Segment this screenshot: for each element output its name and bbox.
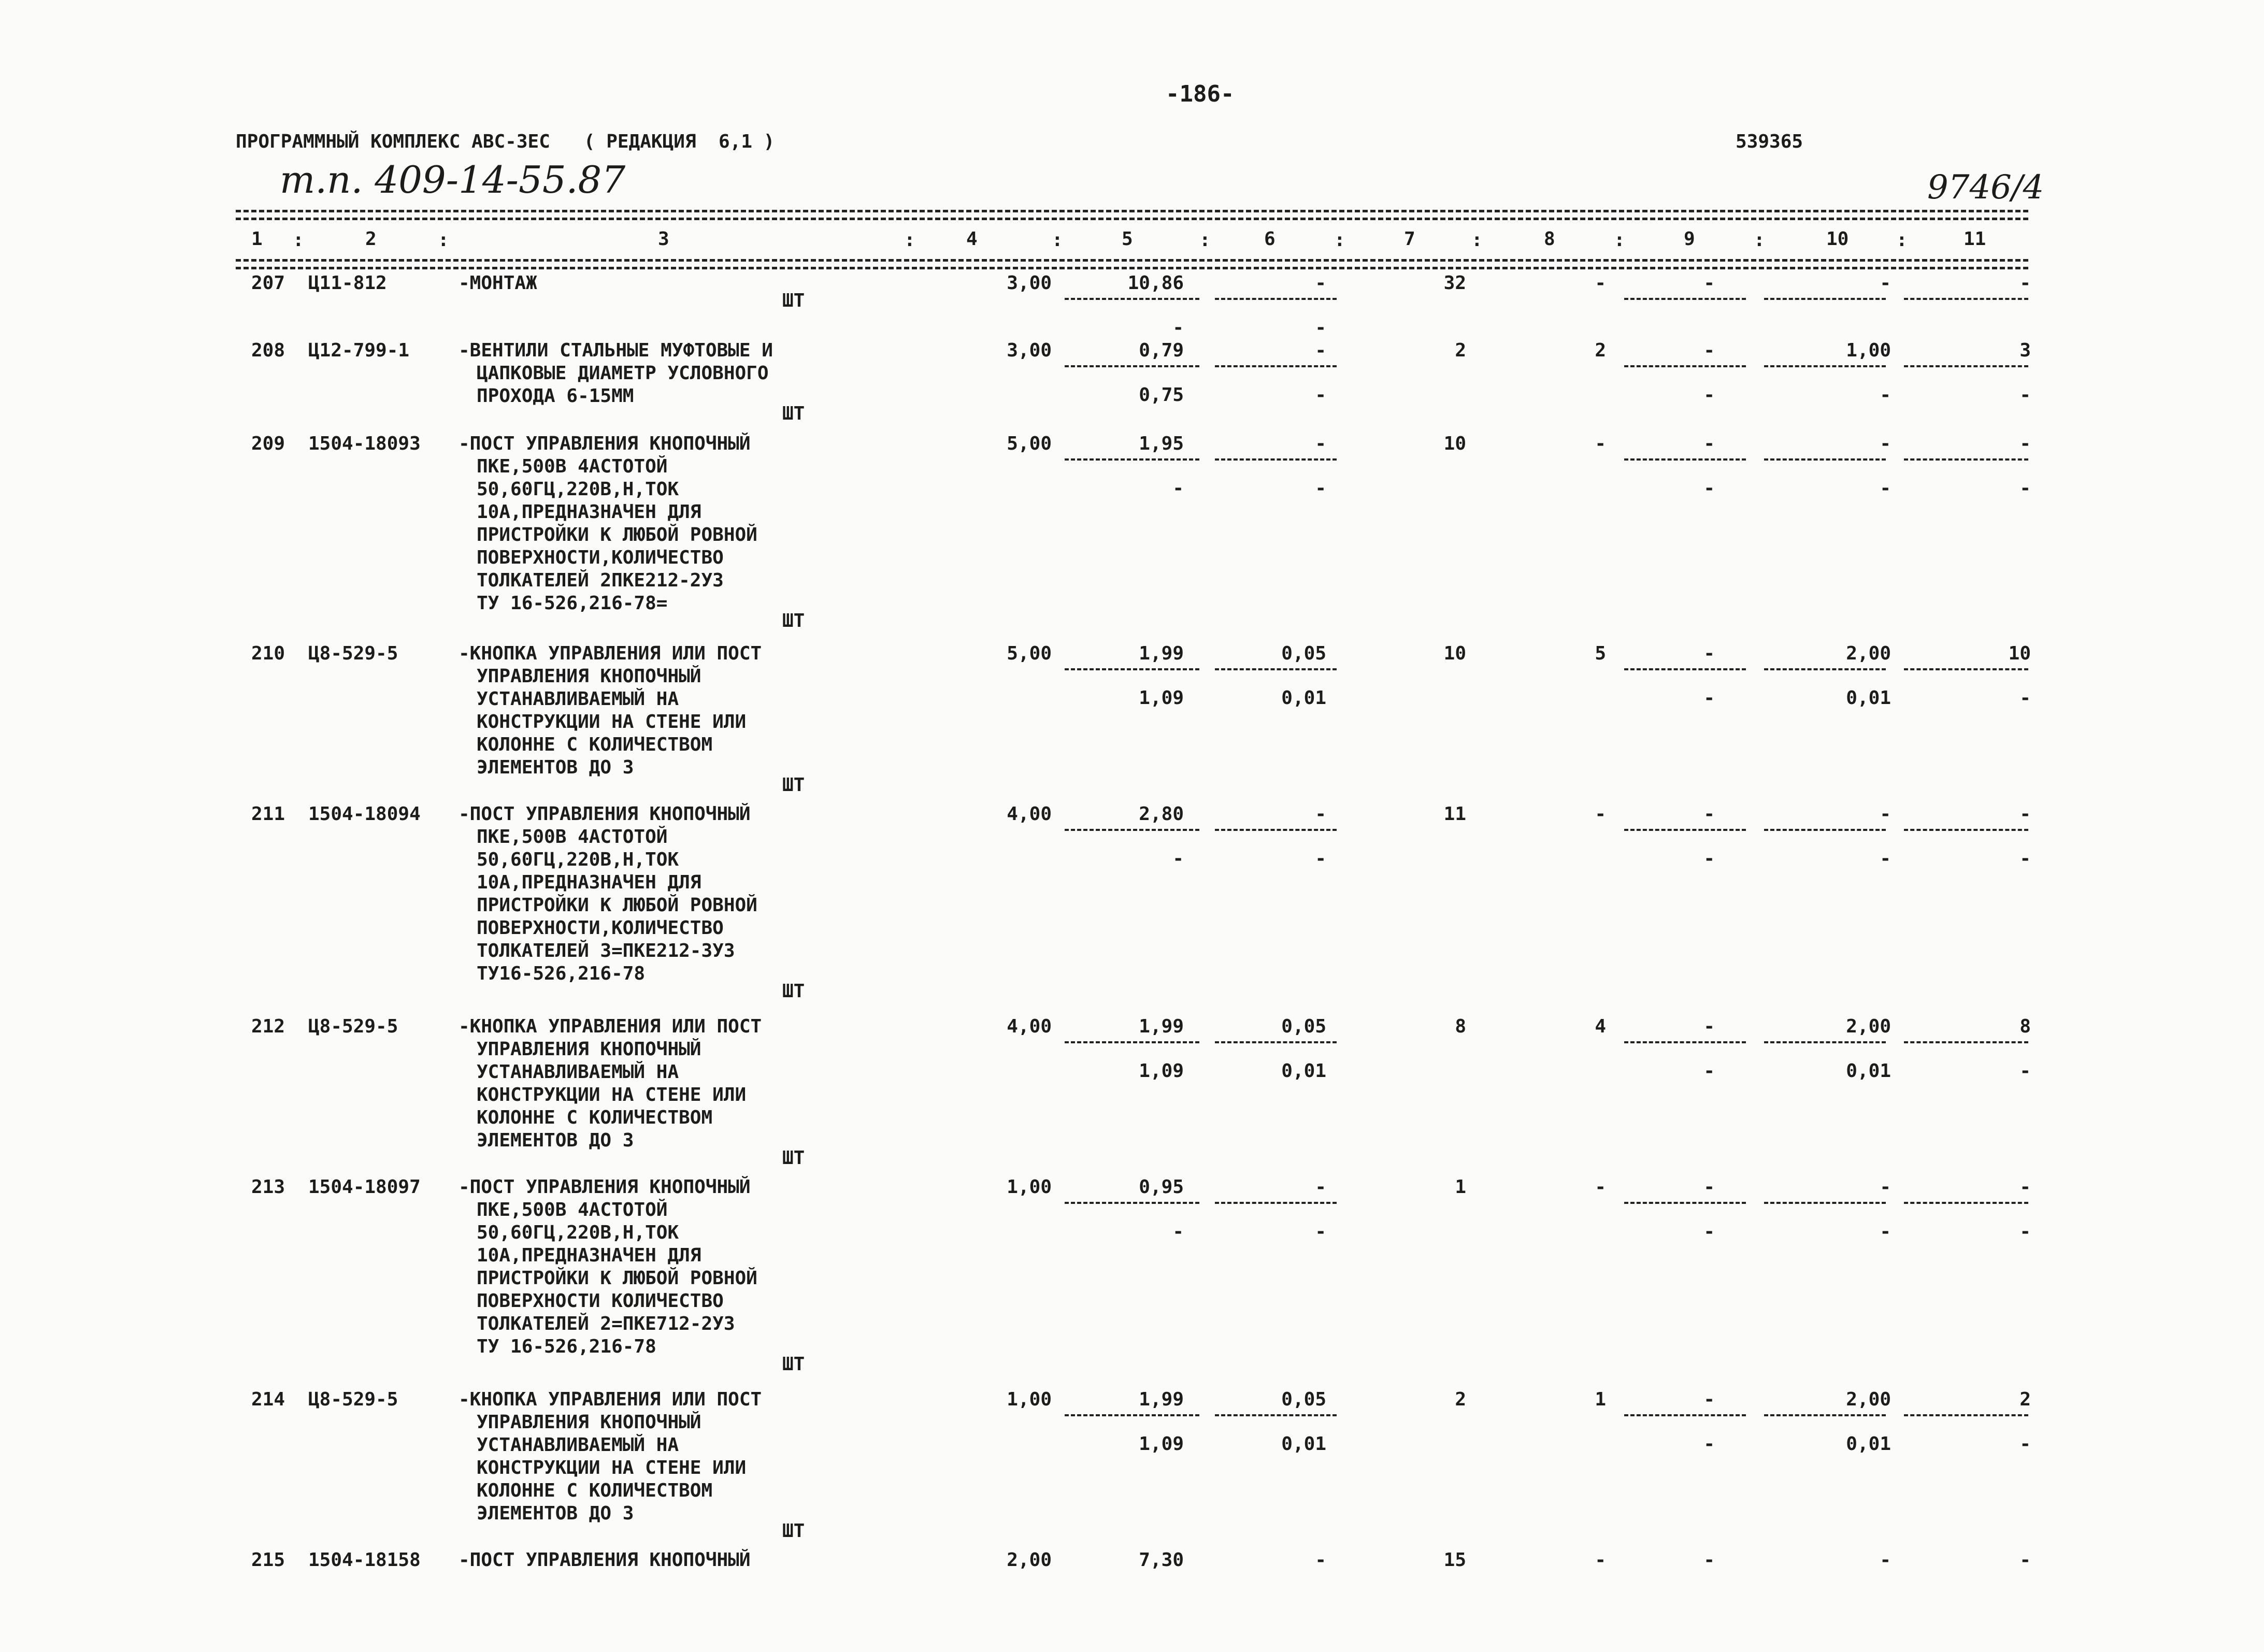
- row-description-line: УСТАНАВЛИВАЕМЫЙ НА: [477, 1434, 679, 1456]
- cell-col5: 1,99: [1139, 1389, 1184, 1410]
- row-unit: ШТ: [782, 774, 805, 796]
- cell-col5-lower: -: [1172, 848, 1184, 869]
- cell-col9-lower: -: [1703, 1060, 1715, 1082]
- cell-col7: 32: [1443, 272, 1466, 294]
- cell-col6: -: [1315, 272, 1326, 294]
- cell-col11: -: [2019, 433, 2031, 454]
- cell-col6-lower: -: [1315, 1221, 1326, 1242]
- cell-col6: -: [1315, 1549, 1326, 1571]
- cell-underline: [1904, 829, 2028, 831]
- column-header-11: 11: [1964, 228, 1986, 250]
- cell-col11: 10: [2008, 643, 2031, 664]
- cell-quantity: 2,00: [1007, 1549, 1052, 1571]
- cell-underline: [1764, 1414, 1886, 1416]
- row-description-line: ТОЛКАТЕЛЕЙ 2ПКЕ212-2УЗ: [477, 570, 724, 591]
- cell-underline: [1065, 1041, 1199, 1043]
- row-description-line: ПРИСТРОЙКИ К ЛЮБОЙ РОВНОЙ: [477, 1268, 757, 1289]
- cell-col11: 2: [2019, 1389, 2031, 1410]
- cell-col5: 0,95: [1139, 1176, 1184, 1198]
- cell-underline: [1624, 298, 1746, 300]
- column-separator: :: [293, 229, 304, 251]
- cell-underline: [1215, 458, 1337, 461]
- cell-col8: -: [1595, 803, 1606, 825]
- column-separator: :: [1614, 229, 1625, 251]
- cell-col10-lower: 0,01: [1846, 1433, 1891, 1455]
- cell-col9-lower: -: [1703, 848, 1715, 869]
- cell-underline: [1624, 829, 1746, 831]
- row-description-line: -ПОСТ УПРАВЛЕНИЯ КНОПОЧНЫЙ: [458, 433, 751, 454]
- cell-underline: [1764, 298, 1886, 300]
- row-code: 1504-18097: [308, 1176, 421, 1198]
- cell-col8: 4: [1595, 1016, 1606, 1037]
- cell-underline: [1764, 829, 1886, 831]
- row-description-line: -ПОСТ УПРАВЛЕНИЯ КНОПОЧНЫЙ: [458, 803, 751, 825]
- cell-col11-lower: -: [2019, 384, 2031, 406]
- row-description-line: 50,60ГЦ,220В,Н,ТОК: [477, 479, 679, 500]
- row-description-line: ПРОХОДА 6-15ММ: [477, 385, 634, 407]
- cell-col6: 0,05: [1281, 643, 1326, 664]
- cell-col10-lower: -: [1880, 848, 1891, 869]
- handwritten-project-number: т.п. 409-14-55.87: [280, 158, 626, 202]
- cell-col11: 8: [2019, 1016, 2031, 1037]
- cell-col8: -: [1595, 1176, 1606, 1198]
- cell-col7: 10: [1443, 643, 1466, 664]
- cell-col6-lower: 0,01: [1281, 687, 1326, 709]
- row-description-line: ПКЕ,500В 4АСТОТОЙ: [477, 456, 668, 477]
- column-header-2: 2: [365, 228, 377, 250]
- row-description-line: -КНОПКА УПРАВЛЕНИЯ ИЛИ ПОСТ: [458, 643, 762, 664]
- cell-underline: [1065, 1414, 1199, 1416]
- cell-underline: [1904, 1414, 2028, 1416]
- row-description-line: ПКЕ,500В 4АСТОТОЙ: [477, 1199, 668, 1220]
- column-header-8: 8: [1544, 228, 1555, 250]
- cell-quantity: 3,00: [1007, 272, 1052, 294]
- cell-col11: -: [2019, 803, 2031, 825]
- row-description-line: ПРИСТРОЙКИ К ЛЮБОЙ РОВНОЙ: [477, 895, 757, 916]
- cell-underline: [1764, 365, 1886, 367]
- column-header-6: 6: [1264, 228, 1276, 250]
- cell-col5: 10,86: [1127, 272, 1184, 294]
- cell-col6: -: [1315, 433, 1326, 454]
- row-description-line: ТОЛКАТЕЛЕЙ 3=ПКЕ212-3УЗ: [477, 940, 735, 961]
- row-number: 214: [251, 1389, 285, 1410]
- column-separator: :: [1052, 229, 1063, 251]
- cell-col10-lower: -: [1880, 1221, 1891, 1242]
- cell-col11-lower: -: [2019, 1060, 2031, 1082]
- column-separator: :: [438, 229, 449, 251]
- row-description-line: ЭЛЕМЕНТОВ ДО 3: [477, 1503, 634, 1524]
- row-description-line: УПРАВЛЕНИЯ КНОПОЧНЫЙ: [477, 1412, 701, 1433]
- cell-col10: 1,00: [1846, 340, 1891, 361]
- cell-underline: [1764, 458, 1886, 461]
- cell-col6-lower: -: [1315, 384, 1326, 406]
- cell-col11: -: [2019, 1176, 2031, 1198]
- cell-underline: [1764, 1041, 1886, 1043]
- cell-col9: -: [1703, 433, 1715, 454]
- cell-underline: [1065, 458, 1199, 461]
- cell-col6: -: [1315, 803, 1326, 825]
- cell-col6-lower: -: [1315, 478, 1326, 499]
- cell-col7: 2: [1455, 340, 1466, 361]
- row-description-line: ПОВЕРХНОСТИ КОЛИЧЕСТВО: [477, 1290, 724, 1312]
- cell-col5: 1,99: [1139, 643, 1184, 664]
- cell-underline: [1065, 298, 1199, 300]
- row-description-line: ТУ 16-526,216-78=: [477, 593, 668, 614]
- cell-col8: -: [1595, 1549, 1606, 1571]
- cell-underline: [1065, 668, 1199, 670]
- cell-col5-lower: 1,09: [1139, 687, 1184, 709]
- row-code: Ц12-799-1: [308, 340, 410, 361]
- cell-col11: 3: [2019, 340, 2031, 361]
- row-description-line: КОЛОННЕ С КОЛИЧЕСТВОМ: [477, 734, 713, 755]
- cell-col10: 2,00: [1846, 643, 1891, 664]
- cell-col6: -: [1315, 1176, 1326, 1198]
- cell-underline: [1764, 668, 1886, 670]
- cell-underline: [1904, 458, 2028, 461]
- cell-quantity: 4,00: [1007, 803, 1052, 825]
- cell-underline: [1764, 1202, 1886, 1204]
- cell-col9: -: [1703, 340, 1715, 361]
- row-description-line: УСТАНАВЛИВАЕМЫЙ НА: [477, 1061, 679, 1083]
- cell-underline: [1215, 1041, 1337, 1043]
- row-description-line: -ВЕНТИЛИ СТАЛЬНЫЕ МУФТОВЫЕ И: [458, 340, 773, 361]
- cell-quantity: 3,00: [1007, 340, 1052, 361]
- row-number: 213: [251, 1176, 285, 1198]
- row-description-line: -ПОСТ УПРАВЛЕНИЯ КНОПОЧНЫЙ: [458, 1549, 751, 1571]
- cell-underline: [1624, 1041, 1746, 1043]
- handwritten-sheet-number: 9746/4: [1927, 168, 2044, 207]
- cell-quantity: 1,00: [1007, 1176, 1052, 1198]
- cell-col5: 0,79: [1139, 340, 1184, 361]
- cell-quantity: 5,00: [1007, 433, 1052, 454]
- cell-col9-lower: -: [1703, 687, 1715, 709]
- cell-col9-lower: -: [1703, 384, 1715, 406]
- page-number: -186-: [1166, 81, 1235, 107]
- cell-col5-lower: -: [1172, 317, 1184, 338]
- column-header-4: 4: [966, 228, 978, 250]
- row-description-line: ЭЛЕМЕНТОВ ДО 3: [477, 757, 634, 778]
- column-header-10: 10: [1826, 228, 1849, 250]
- cell-col5-lower: -: [1172, 1221, 1184, 1242]
- row-description-line: ТУ 16-526,216-78: [477, 1336, 656, 1357]
- cell-underline: [1624, 365, 1746, 367]
- row-unit: ШТ: [782, 1147, 805, 1169]
- column-separator: :: [1471, 229, 1483, 251]
- row-code: Ц8-529-5: [308, 1389, 398, 1410]
- cell-underline: [1215, 365, 1337, 367]
- cell-col9: -: [1703, 803, 1715, 825]
- row-code: 1504-18094: [308, 803, 421, 825]
- cell-col6-lower: -: [1315, 848, 1326, 869]
- cell-underline: [1624, 1202, 1746, 1204]
- cell-col10: -: [1880, 433, 1891, 454]
- row-description-line: 10А,ПРЕДНАЗНАЧЕН ДЛЯ: [477, 501, 701, 523]
- row-description-line: ЭЛЕМЕНТОВ ДО 3: [477, 1130, 634, 1151]
- column-header-9: 9: [1684, 228, 1695, 250]
- cell-col10-lower: 0,01: [1846, 1060, 1891, 1082]
- row-description-line: УСТАНАВЛИВАЕМЫЙ НА: [477, 688, 679, 710]
- cell-col7: 11: [1443, 803, 1466, 825]
- row-unit: ШТ: [782, 290, 805, 311]
- cell-col11-lower: -: [2019, 1221, 2031, 1242]
- cell-col5: 1,99: [1139, 1016, 1184, 1037]
- row-number: 215: [251, 1549, 285, 1571]
- cell-col11-lower: -: [2019, 478, 2031, 499]
- row-unit: ШТ: [782, 610, 805, 631]
- row-description-line: УПРАВЛЕНИЯ КНОПОЧНЫЙ: [477, 1039, 701, 1060]
- cell-col9-lower: -: [1703, 478, 1715, 499]
- program-title: ПРОГРАММНЫЙ КОМПЛЕКС АВС-ЗЕС ( РЕДАКЦИЯ 6,1 ): [236, 131, 775, 152]
- row-number: 207: [251, 272, 285, 294]
- row-description-line: ПОВЕРХНОСТИ,КОЛИЧЕСТВО: [477, 547, 724, 568]
- cell-col10-lower: -: [1880, 384, 1891, 406]
- row-description-line: КОНСТРУКЦИИ НА СТЕНЕ ИЛИ: [477, 1457, 747, 1478]
- cell-quantity: 5,00: [1007, 643, 1052, 664]
- row-code: 1504-18158: [308, 1549, 421, 1571]
- row-description-line: ПРИСТРОЙКИ К ЛЮБОЙ РОВНОЙ: [477, 524, 757, 545]
- cell-col10: -: [1880, 1176, 1891, 1198]
- cell-underline: [1904, 1202, 2028, 1204]
- cell-underline: [1215, 829, 1337, 831]
- cell-col8: -: [1595, 433, 1606, 454]
- cell-col5-lower: 1,09: [1139, 1060, 1184, 1082]
- cell-col9: -: [1703, 1176, 1715, 1198]
- cell-underline: [1215, 1414, 1337, 1416]
- cell-col8: 1: [1595, 1389, 1606, 1410]
- cell-underline: [1904, 365, 2028, 367]
- row-description-line: 10А,ПРЕДНАЗНАЧЕН ДЛЯ: [477, 872, 701, 893]
- cell-col7: 10: [1443, 433, 1466, 454]
- cell-underline: [1065, 1202, 1199, 1204]
- cell-col8: 2: [1595, 340, 1606, 361]
- cell-col5-lower: 1,09: [1139, 1433, 1184, 1455]
- row-description-line: ТОЛКАТЕЛЕЙ 2=ПКЕ712-2УЗ: [477, 1313, 735, 1334]
- cell-col9: -: [1703, 1016, 1715, 1037]
- row-description-line: 10А,ПРЕДНАЗНАЧЕН ДЛЯ: [477, 1245, 701, 1266]
- cell-underline: [1215, 298, 1337, 300]
- cell-col7: 1: [1455, 1176, 1466, 1198]
- row-description-line: 50,60ГЦ,220В,Н,ТОК: [477, 1222, 679, 1243]
- row-description-line: ПКЕ,500В 4АСТОТОЙ: [477, 826, 668, 847]
- cell-col11: -: [2019, 272, 2031, 294]
- cell-underline: [1904, 668, 2028, 670]
- row-number: 210: [251, 643, 285, 664]
- cell-col6-lower: 0,01: [1281, 1433, 1326, 1455]
- row-description-line: ПОВЕРХНОСТИ,КОЛИЧЕСТВО: [477, 917, 724, 939]
- cell-col9: -: [1703, 1389, 1715, 1410]
- cell-col6: 0,05: [1281, 1016, 1326, 1037]
- cell-col5-lower: 0,75: [1139, 384, 1184, 406]
- cell-col7: 8: [1455, 1016, 1466, 1037]
- row-unit: ШТ: [782, 981, 805, 1002]
- column-separator: :: [1896, 229, 1908, 251]
- cell-col6: 0,05: [1281, 1389, 1326, 1410]
- cell-col9-lower: -: [1703, 1221, 1715, 1242]
- cell-col9: -: [1703, 1549, 1715, 1571]
- cell-col10: -: [1880, 1549, 1891, 1571]
- column-header-7: 7: [1404, 228, 1415, 250]
- cell-underline: [1065, 829, 1199, 831]
- cell-col7: 2: [1455, 1389, 1466, 1410]
- cell-col11-lower: -: [2019, 848, 2031, 869]
- cell-underline: [1904, 298, 2028, 300]
- row-description-line: КОНСТРУКЦИИ НА СТЕНЕ ИЛИ: [477, 711, 747, 732]
- row-unit: ШТ: [782, 1520, 805, 1542]
- row-description-line: ЦАПКОВЫЕ ДИАМЕТР УСЛОВНОГО: [477, 363, 769, 384]
- row-code: Ц8-529-5: [308, 643, 398, 664]
- column-separator: :: [1754, 229, 1765, 251]
- row-unit: ШТ: [782, 403, 805, 424]
- cell-col10-lower: 0,01: [1846, 687, 1891, 709]
- cell-col9: -: [1703, 272, 1715, 294]
- column-separator: :: [1334, 229, 1345, 251]
- cell-col5: 1,95: [1139, 433, 1184, 454]
- column-header-3: 3: [658, 228, 669, 250]
- cell-underline: [1624, 458, 1746, 461]
- row-description-line: -КНОПКА УПРАВЛЕНИЯ ИЛИ ПОСТ: [458, 1016, 762, 1037]
- row-number: 212: [251, 1016, 285, 1037]
- row-description-line: КОЛОННЕ С КОЛИЧЕСТВОМ: [477, 1480, 713, 1501]
- cell-quantity: 4,00: [1007, 1016, 1052, 1037]
- row-description-line: КОНСТРУКЦИИ НА СТЕНЕ ИЛИ: [477, 1084, 747, 1105]
- row-description-line: ТУ16-526,216-78: [477, 963, 646, 984]
- row-unit: ШТ: [782, 1354, 805, 1375]
- cell-col5: 2,80: [1139, 803, 1184, 825]
- column-separator: :: [1199, 229, 1211, 251]
- row-description-line: УПРАВЛЕНИЯ КНОПОЧНЫЙ: [477, 666, 701, 687]
- row-description-line: -МОНТАЖ: [458, 272, 537, 294]
- cell-col6-lower: -: [1315, 317, 1326, 338]
- cell-underline: [1904, 1041, 2028, 1043]
- cell-col8: 5: [1595, 643, 1606, 664]
- cell-col10: -: [1880, 803, 1891, 825]
- column-header-5: 5: [1122, 228, 1133, 250]
- cell-col11-lower: -: [2019, 687, 2031, 709]
- cell-col10: 2,00: [1846, 1389, 1891, 1410]
- row-code: Ц11-812: [308, 272, 387, 294]
- cell-col9: -: [1703, 643, 1715, 664]
- row-number: 209: [251, 433, 285, 454]
- cell-underline: [1065, 365, 1199, 367]
- cell-underline: [1624, 668, 1746, 670]
- row-code: 1504-18093: [308, 433, 421, 454]
- cell-col5-lower: -: [1172, 478, 1184, 499]
- cell-col9-lower: -: [1703, 1433, 1715, 1455]
- cell-underline: [1624, 1414, 1746, 1416]
- cell-quantity: 1,00: [1007, 1389, 1052, 1410]
- cell-col11: -: [2019, 1549, 2031, 1571]
- row-number: 208: [251, 340, 285, 361]
- column-header-1: 1: [251, 228, 263, 250]
- row-description-line: -КНОПКА УПРАВЛЕНИЯ ИЛИ ПОСТ: [458, 1389, 762, 1410]
- row-description-line: КОЛОННЕ С КОЛИЧЕСТВОМ: [477, 1107, 713, 1128]
- cell-col11-lower: -: [2019, 1433, 2031, 1455]
- cell-col8: -: [1595, 272, 1606, 294]
- document-code: 539365: [1736, 131, 1803, 152]
- row-description-line: -ПОСТ УПРАВЛЕНИЯ КНОПОЧНЫЙ: [458, 1176, 751, 1198]
- cell-col10: 2,00: [1846, 1016, 1891, 1037]
- cell-col5: 7,30: [1139, 1549, 1184, 1571]
- cell-underline: [1215, 1202, 1337, 1204]
- cell-col6: -: [1315, 340, 1326, 361]
- cell-underline: [1215, 668, 1337, 670]
- column-separator: :: [904, 229, 915, 251]
- cell-col10-lower: -: [1880, 478, 1891, 499]
- row-number: 211: [251, 803, 285, 825]
- row-code: Ц8-529-5: [308, 1016, 398, 1037]
- cell-col10: -: [1880, 272, 1891, 294]
- row-description-line: 50,60ГЦ,220В,Н,ТОК: [477, 849, 679, 870]
- cell-col7: 15: [1443, 1549, 1466, 1571]
- cell-col6-lower: 0,01: [1281, 1060, 1326, 1082]
